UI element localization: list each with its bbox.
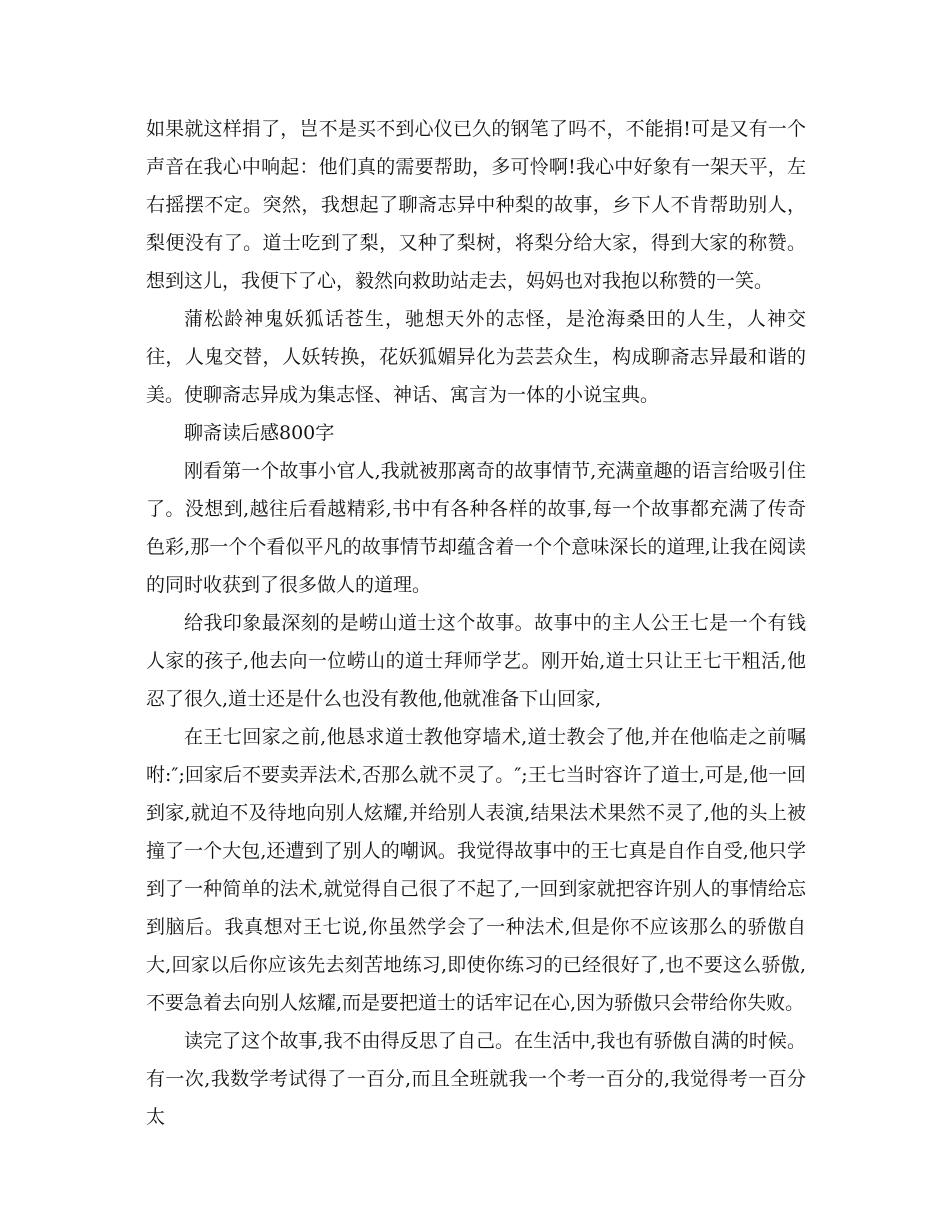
paragraph-wang-qi: 在王七回家之前,他恳求道士教他穿墙术,道士教会了他,并在他临走之前嘱咐:″;回家后不要卖弄法术,否那么就不灵了。″;王七当时容许了道士,可是,他一回到家,就迫不及待地向别人炫耀,并给别人表演,结果法术果然不灵了,他的头上被撞了一个大包,还遭到了别人的嘲讽。我觉得故事中的王七真是自作自受,他只学到了一种简单的法术,就觉得自己很了不起了,一回到家就把容许别人的事情给忘到脑后。我真想对王七说,你虽然学会了一种法术,但是你不应该那么的骄傲自大,回家以后你应该先去刻苦地练习,即使你练习的已经很好了,也不要这么骄傲,不要急着去向别人炫耀,而是要把道士的话牢记在心,因为骄傲只会带给你失败。: [146, 726, 806, 1014]
paragraph-continuation: 如果就这样捐了，岂不是买不到心仪已久的钢笔了吗不，不能捐!可是又有一个声音在我心中响起：他们真的需要帮助，多可怜啊!我心中好象有一架天平，左右摇摆不定。突然，我想起了聊斋志异中种梨的故事，乡下人不肯帮助别人，梨便没有了。道士吃到了梨，又种了梨树，将梨分给大家，得到大家的称赞。想到这儿，我便下了心，毅然向救助站走去，妈妈也对我抱以称赞的一笑。: [146, 118, 806, 292]
paragraph-pu-songling: 蒲松龄神鬼妖狐话苍生，驰想天外的志怪，是沧海桑田的人生，人神交往，人鬼交替，人妖转换，花妖狐媚异化为芸芸众生，构成聊斋志异最和谐的美。使聊斋志异成为集志怪、神话、寓言为一体的小说宝典。: [146, 308, 806, 406]
section-heading: 聊斋读后感800字: [184, 422, 335, 444]
document-body: [146, 110, 806, 1136]
paragraph-laoshan-taoist: 给我印象最深刻的是崂山道士这个故事。故事中的主人公王七是一个有钱人家的孩子,他去向一位崂山的道士拜师学艺。刚开始,道士只让王七干粗活,他忍了很久,道士还是什么也没有教他,他就准备下山回家,: [146, 612, 806, 710]
paragraph-first-story: 刚看第一个故事小官人,我就被那离奇的故事情节,充满童趣的语言给吸引住了。没想到,越往后看越精彩,书中有各种各样的故事,每一个故事都充满了传奇色彩,那一个个看似平凡的故事情节却蕴含着一个个意味深长的道理,让我在阅读的同时收获到了很多做人的道理。: [146, 460, 806, 596]
paragraph-reflection: 读完了这个故事,我不由得反思了自己。在生活中,我也有骄傲自满的时候。有一次,我数学考试得了一百分,而且全班就我一个考一百分的,我觉得考一百分太: [146, 1030, 806, 1128]
